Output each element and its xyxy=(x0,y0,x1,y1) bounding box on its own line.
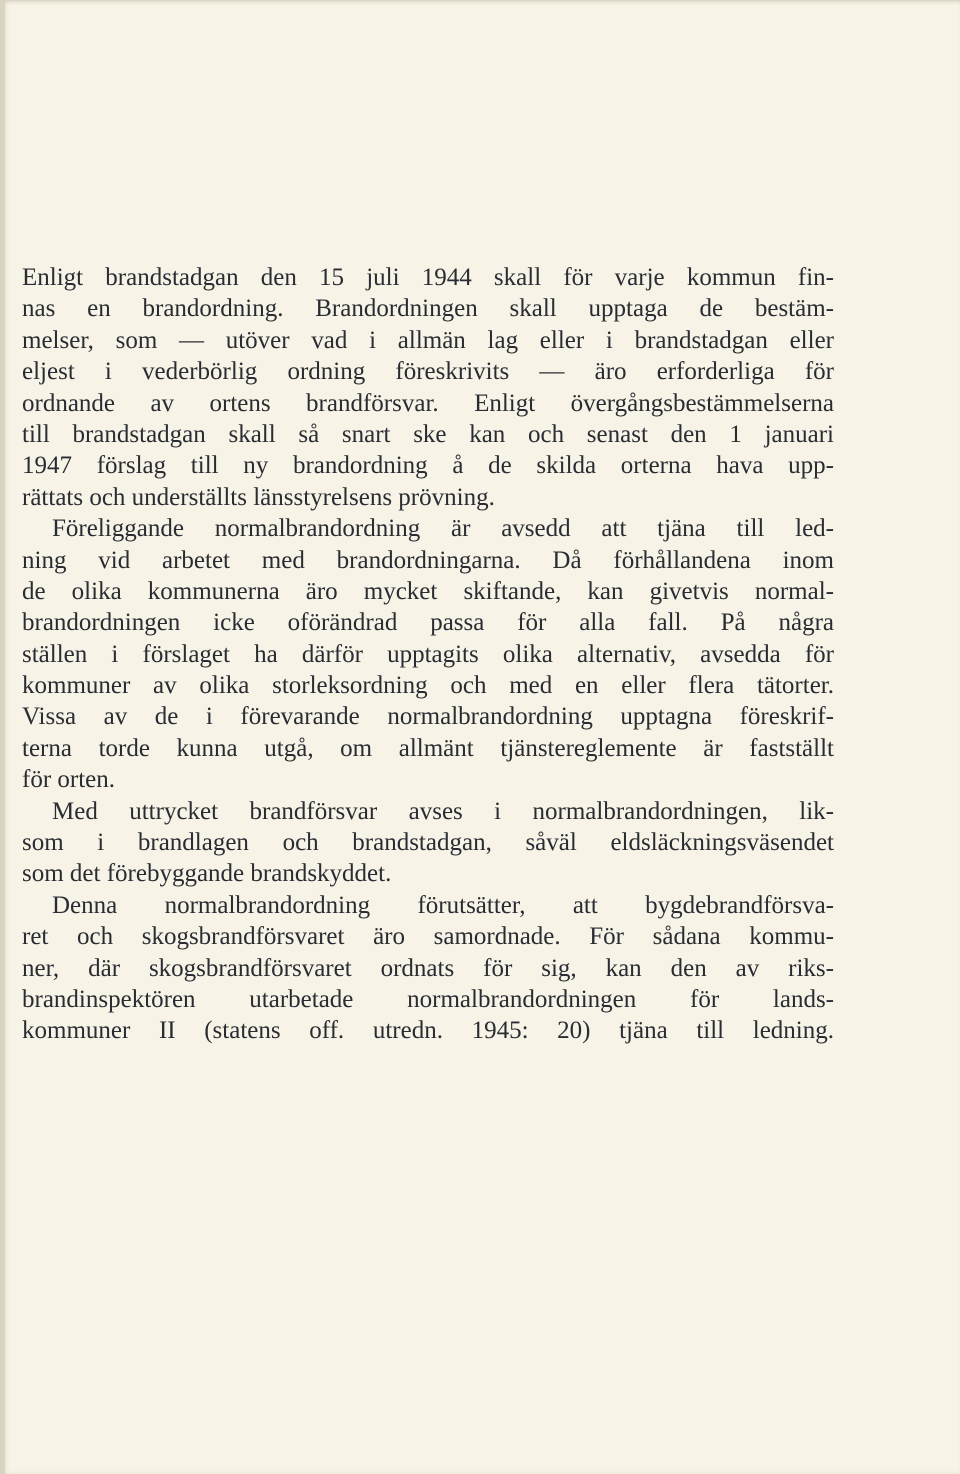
text-line: Vissa av de i förevarande normalbrandordning upptagna föreskrif- xyxy=(22,703,834,731)
text-line: eljest i vederbörlig ordning föreskrivits — äro erforderliga för xyxy=(22,358,834,386)
text-line: kommuner II (statens off. utredn. 1945: 20) tjäna till ledning. xyxy=(22,1017,834,1045)
text-line: ner, där skogsbrandförsvaret ordnats för sig, kan den av riks- xyxy=(22,954,834,982)
text-line: Föreliggande normalbrandordning är avsedd att tjäna till led- xyxy=(52,515,834,543)
text-line: till brandstadgan skall så snart ske kan och senast den 1 januari xyxy=(22,420,834,448)
text-line: kommuner av olika storleksordning och med en eller flera tätorter. xyxy=(22,672,834,700)
text-line: ret och skogsbrandförsvaret äro samordnade. För sådana kommu- xyxy=(22,923,834,951)
text-line: brandinspektören utarbetade normalbrandordningen för lands- xyxy=(22,985,834,1013)
text-line: nas en brandordning. Brandordningen skall upptaga de bestäm- xyxy=(22,295,834,323)
text-line: rättats och underställts länsstyrelsens prövning. xyxy=(22,483,495,511)
text-line: som det förebyggande brandskyddet. xyxy=(22,860,392,888)
text-line: ordnande av ortens brandförsvar. Enligt övergångsbestämmelserna xyxy=(22,389,834,417)
text-line: 1947 förslag till ny brandordning å de skilda orterna hava upp- xyxy=(22,452,834,480)
text-line: Med uttrycket brandförsvar avses i normalbrandordningen, lik- xyxy=(52,797,834,825)
page-left-edge xyxy=(0,0,5,1474)
text-line: melser, som — utöver vad i allmän lag eller i brandstadgan eller xyxy=(22,326,834,354)
text-line: brandordningen icke oförändrad passa för alla fall. På några xyxy=(22,609,834,637)
text-line: terna torde kunna utgå, om allmänt tjänstereglemente är fastställt xyxy=(22,734,834,762)
text-line: Enligt brandstadgan den 15 juli 1944 skall för varje kommun fin- xyxy=(22,264,834,291)
text-line: ställen i förslaget ha därför upptagits olika alternativ, avsedda för xyxy=(22,640,834,668)
text-line: de olika kommunerna äro mycket skiftande, kan givetvis normal- xyxy=(22,577,834,605)
text-line: Denna normalbrandordning förutsätter, att bygdebrandförsva- xyxy=(52,891,834,919)
text-line: som i brandlagen och brandstadgan, såväl eldsläckningsväsendet xyxy=(22,829,834,857)
body-text xyxy=(22,262,834,1047)
text-line: ning vid arbetet med brandordningarna. Då förhållandena inom xyxy=(22,546,834,574)
text-line: för orten. xyxy=(22,766,116,794)
